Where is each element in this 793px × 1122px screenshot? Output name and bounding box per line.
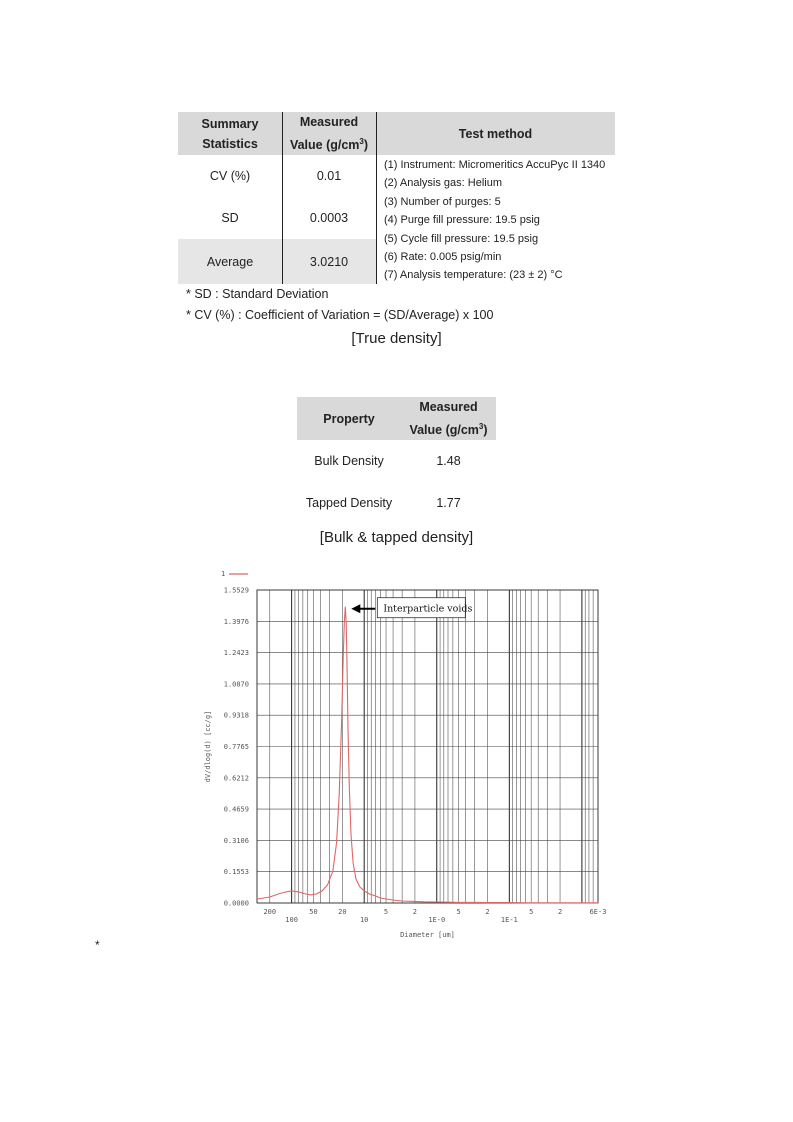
row-tapped-label: Tapped Density	[305, 496, 393, 510]
x-tick-label: 20	[338, 908, 347, 916]
method-item: (3) Number of purges: 5	[384, 195, 501, 208]
y-tick-label: 0.6212	[223, 774, 249, 783]
row-average-value: 3.0210	[309, 254, 349, 269]
x-tick-label: 2	[412, 908, 418, 916]
y-axis-label: dV/dlog(d) [cc/g]	[204, 710, 212, 783]
x-tick-label: 5	[383, 908, 389, 916]
annotation-arrowhead	[351, 604, 360, 613]
column-divider	[282, 112, 283, 284]
caption-bulk-tapped: [Bulk & tapped density]	[319, 529, 474, 546]
row-sd-label: SD	[221, 211, 239, 225]
x-axis-ticks	[263, 908, 606, 924]
method-item: (2) Analysis gas: Helium	[384, 177, 502, 190]
x-tick-label: 1E-1	[500, 916, 518, 924]
chart-annotation	[351, 598, 472, 618]
y-tick-label: 1.0870	[223, 680, 249, 689]
method-item: (4) Purge fill pressure: 19.5 psig	[384, 214, 540, 227]
pore-size-distribution-chart	[195, 562, 615, 942]
y-tick-label: 1.3976	[223, 617, 249, 626]
x-axis-label: Diameter [um]	[400, 931, 455, 939]
x-tick-label: 2	[557, 908, 563, 916]
row-average-label: Average	[206, 254, 254, 269]
row-tapped-value: 1.77	[436, 496, 461, 510]
x-tick-label: 5	[529, 908, 534, 916]
header-measured-value: Measured Value $(g/cm^3)$	[401, 397, 496, 440]
x-tick-label: 2	[485, 908, 490, 916]
row-sd-value: 0.0003	[309, 211, 349, 225]
row-cv-value: 0.01	[316, 169, 342, 183]
header-summary-statistics: Summary Statistics	[178, 112, 282, 155]
x-tick-label: 200	[263, 908, 277, 916]
true-density-table	[178, 112, 615, 284]
row-bulk-label: Bulk Density	[314, 454, 384, 468]
x-tick-label: 10	[359, 916, 369, 924]
x-tick-label: 6E-3	[589, 908, 607, 916]
test-method-list	[384, 156, 616, 285]
row-cv-label: CV (%)	[209, 169, 251, 183]
x-tick-label: 100	[285, 916, 298, 924]
caption-true-density: [True density]	[351, 330, 442, 347]
chart-legend	[221, 570, 248, 578]
y-axis-ticks	[224, 587, 249, 908]
x-tick-label: 50	[309, 908, 318, 916]
y-tick-label: 0.4659	[223, 805, 249, 814]
note-cv: * CV (%) : Coefficient of Variation = (SD/Average) x 100	[186, 308, 494, 322]
chart-grid	[257, 590, 598, 903]
stray-asterisk: *	[95, 938, 100, 952]
method-item: (1) Instrument: Micromeritics AccuPyc II 1340	[384, 159, 606, 171]
y-tick-label: 0.9318	[223, 711, 249, 720]
legend-label: 1	[221, 570, 226, 578]
method-item: (6) Rate: 0.005 psig/min	[384, 251, 502, 264]
series-line	[257, 607, 598, 903]
method-item: (7) Analysis temperature: (23 ± 2) °C	[384, 269, 563, 282]
y-tick-label: 0.7765	[223, 742, 249, 751]
y-tick-label: 1.2423	[223, 649, 249, 658]
y-tick-label: 0.3106	[223, 836, 249, 845]
bulk-tapped-table	[297, 397, 496, 522]
x-tick-label: 5	[456, 908, 461, 916]
y-tick-label: 0.0000	[223, 899, 249, 908]
note-sd: * SD : Standard Deviation	[186, 287, 329, 301]
y-tick-label: 1.5529	[223, 586, 249, 595]
method-item: (5) Cycle fill pressure: 19.5 psig	[384, 232, 539, 245]
column-divider	[376, 112, 377, 284]
annotation-text: Interparticle voids	[383, 603, 473, 615]
x-tick-label: 1E-0	[428, 916, 446, 924]
header-measured-value: Measured Value $(g/cm^3)$	[282, 112, 376, 155]
y-tick-label: 0.1553	[223, 868, 249, 877]
header-test-method: Test method	[376, 112, 615, 155]
row-bulk-value: 1.48	[436, 454, 461, 468]
header-property: Property	[297, 397, 401, 440]
